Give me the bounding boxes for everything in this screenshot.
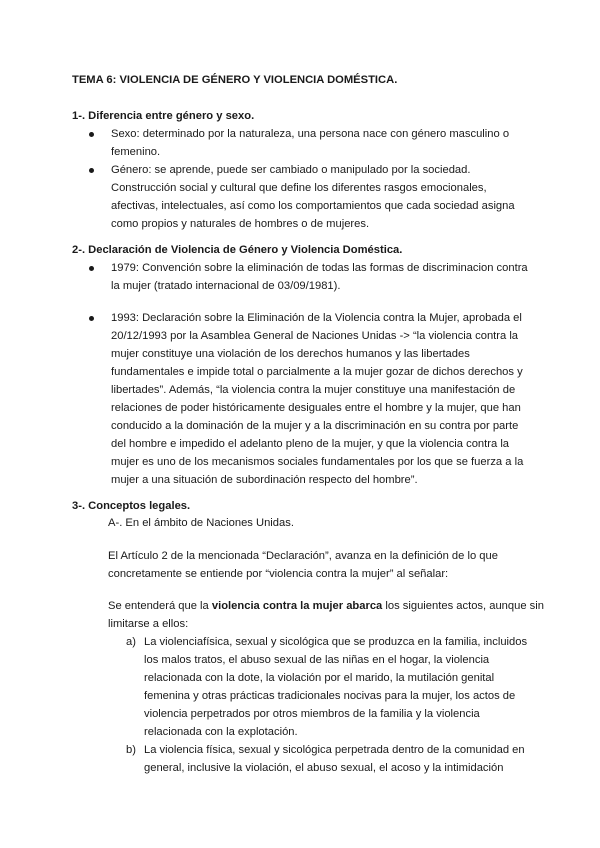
list-item <box>72 125 532 161</box>
section-2-list-continued <box>72 309 532 489</box>
intro-text-end: los siguientes actos, aunque sin limitarse a ellos: <box>108 600 544 630</box>
list-item <box>72 633 532 741</box>
bullet-text: Género: se aprende, puede ser cambiado o manipulado por la sociedad. Construcción social y cultural que define los diferentes rasgos emocionales, afectivas, intelectuales, así como los comportamientos que cada sociedad asigna como propios y naturales de hombres o de mujeres. <box>111 164 515 230</box>
bullet-icon <box>89 132 94 137</box>
bullet-text: 1993: Declaración sobre la Eliminación de la Violencia contra la Mujer, aprobada el 20/12/1993 por la Asamblea General de Naciones Unidas -> “la violencia contra la mujer constituye una violación de los derechos humanos y las libertades fundamentales e impide total o parcialmente a la mujer gozar de dichos derechos y libertades”. Además, “la violencia contra la mujer constituye una manifestación de relaciones de poder históricamente desiguales entre el hombre y la mujer, que han conducido a la dominación de la mujer y a la discriminación en su contra por parte del hombre e impedido el adelanto pleno de la mujer, y que la violencia contra la mujer es uno de los mecanismos sociales fundamentales por los que se fuerza a la mujer a una situación de subordinación respecto del hombre”. <box>111 312 524 486</box>
bullet-icon <box>89 316 94 321</box>
section-3-heading: 3-. Conceptos legales. <box>72 500 191 512</box>
section-2-list <box>72 259 532 295</box>
list-item <box>72 161 532 233</box>
section-3-enumerated-list <box>72 633 532 777</box>
item-text: La violencia física, sexual y sicológica perpetrada dentro de la comunidad en general, inclusive la violación, el abuso sexual, el acoso y la intimidación <box>144 744 525 774</box>
item-marker: a) <box>126 636 136 648</box>
section-3-subheading: A-. En el ámbito de Naciones Unidas. <box>108 517 294 529</box>
section-3-intro <box>72 597 568 633</box>
page-title: TEMA 6: VIOLENCIA DE GÉNERO Y VIOLENCIA DOMÉSTICA. <box>72 74 398 86</box>
bullet-text: Sexo: determinado por la naturaleza, una persona nace con género masculino o femenino. <box>111 128 510 158</box>
section-1-list <box>72 125 532 233</box>
section-2-heading: 2-. Declaración de Violencia de Género y Violencia Doméstica. <box>72 244 403 256</box>
item-text: La violenciafísica, sexual y sicológica que se produzca en la familia, incluidos los malos tratos, el abuso sexual de las niñas en el hogar, la violencia relacionada con la dote, la violación por el marido, la mutilación genital femenina y otras prácticas tradicionales nocivas para la mujer, los actos de violencia perpetrados por otros miembros de la familia y la violencia relacionada con la explotación. <box>144 636 528 738</box>
bullet-text: 1979: Convención sobre la eliminación de todas las formas de discriminacion contra la mujer (tratado internacional de 03/09/1981). <box>111 262 528 292</box>
bullet-icon <box>89 266 94 271</box>
list-item <box>72 309 532 489</box>
section-3-paragraph: El Artículo 2 de la mencionada “Declaración”, avanza en la definición de lo que concretamente se entiende por “violencia contra la mujer” al señalar: <box>108 550 498 580</box>
intro-emphasis: violencia contra la mujer abarca <box>211 600 383 612</box>
list-item <box>72 741 532 777</box>
intro-text-start: Se entenderá que la <box>108 600 212 612</box>
list-item <box>72 259 532 295</box>
item-marker: b) <box>126 744 136 756</box>
section-1-heading: 1-. Diferencia entre género y sexo. <box>72 110 255 122</box>
bullet-icon <box>89 168 94 173</box>
